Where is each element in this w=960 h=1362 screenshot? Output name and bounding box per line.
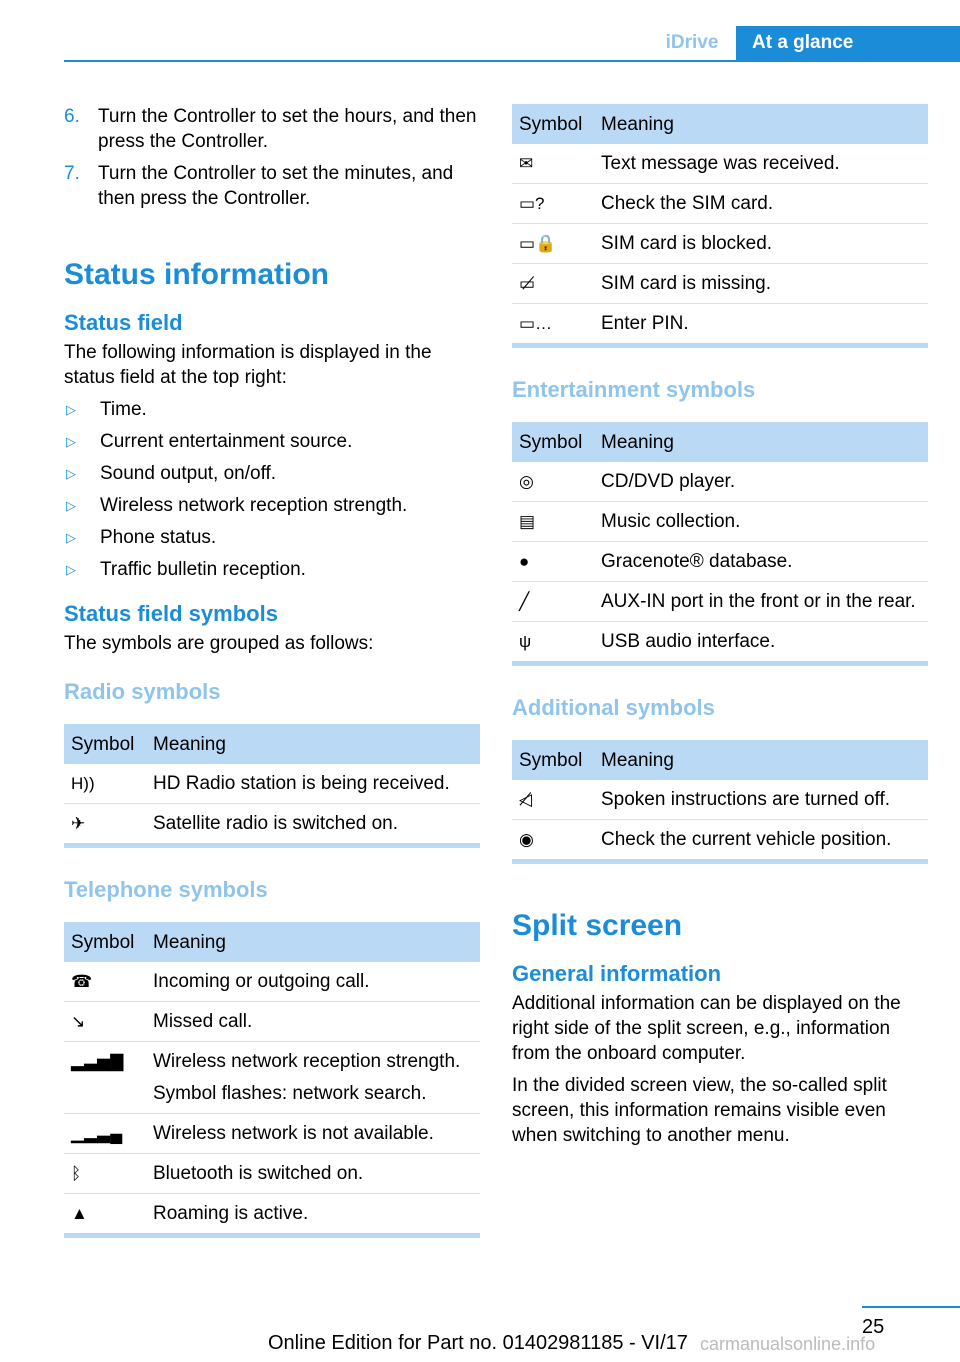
message-table <box>512 104 928 348</box>
radio-symbols-title: Radio symbols <box>64 679 221 704</box>
general-info-title: General information <box>512 961 722 986</box>
step-item <box>64 161 480 211</box>
bullet-text: Sound output, on/off. <box>100 463 277 484</box>
missed-call-icon: ↘ <box>71 1012 86 1031</box>
bullet-item <box>64 397 480 422</box>
meaning-header: Meaning <box>594 740 928 780</box>
watermark: carmanualsonline.info <box>700 1334 876 1354</box>
entertainment-symbols-title: Entertainment symbols <box>512 377 756 402</box>
symbol-meaning: Satellite radio is switched on. <box>153 813 399 834</box>
bullet-item <box>64 461 480 486</box>
symbol-meaning: Music collection. <box>601 511 741 532</box>
table-row <box>64 804 480 846</box>
usb-icon: ψ <box>519 632 532 651</box>
symbol-meaning: Incoming or outgoing call. <box>153 971 370 992</box>
table-row <box>64 1002 480 1042</box>
table-header-row <box>64 922 480 962</box>
table-row <box>512 462 928 502</box>
status-info-title: Status information <box>64 258 330 291</box>
bullet-item <box>64 429 480 454</box>
bullet-text: Wireless network reception strength. <box>100 495 408 516</box>
entertainment-table <box>512 422 928 666</box>
table-row <box>512 502 928 542</box>
status-bullet-list <box>64 397 480 582</box>
symbol-meaning: Missed call. <box>153 1011 253 1032</box>
table-row <box>512 144 928 184</box>
symbol-meaning: AUX-IN port in the front or in the rear. <box>601 591 916 612</box>
symbol-meaning: Enter PIN. <box>601 313 689 334</box>
right-column <box>512 104 928 1148</box>
table-header-row <box>512 422 928 462</box>
table-row <box>512 264 928 304</box>
symbol-meaning: Wireless network is not available. <box>153 1123 434 1144</box>
symbol-meaning: SIM card is missing. <box>601 273 771 294</box>
header-rule <box>64 60 960 62</box>
symbol-meaning: Roaming is active. <box>153 1203 309 1224</box>
symbol-meaning: Check the current vehicle position. <box>601 829 892 850</box>
symbol-meaning: Text message was received. <box>601 153 840 174</box>
satellite-icon: ✈ <box>71 814 86 833</box>
sim-check-icon: ▭? <box>519 194 545 213</box>
bullet-text: Time. <box>100 399 147 420</box>
meaning-header: Meaning <box>594 422 928 462</box>
telephone-symbols-title: Telephone symbols <box>64 877 268 902</box>
symbol-header: Symbol <box>512 422 594 462</box>
triangle-bullet-icon: ▷ <box>66 562 76 577</box>
table-row <box>512 224 928 264</box>
symbol-header: Symbol <box>64 922 146 962</box>
additional-table <box>512 740 928 864</box>
triangle-bullet-icon: ▷ <box>66 530 76 545</box>
hd-radio-icon: H)) <box>71 774 95 793</box>
triangle-bullet-icon: ▷ <box>66 402 76 417</box>
status-field-title: Status field <box>64 310 183 335</box>
edition-footer: Online Edition for Part no. 01402981185 - VI/17 <box>268 1332 688 1354</box>
music-collection-icon: ▤ <box>519 512 536 531</box>
aux-in-icon: ╱ <box>519 592 530 611</box>
symbol-meaning: Bluetooth is switched on. <box>153 1163 364 1184</box>
bullet-text: Traffic bulletin reception. <box>100 559 306 580</box>
symbol-meaning: Wireless network reception strength. <box>153 1051 461 1072</box>
table-row <box>64 1194 480 1236</box>
status-symbols-intro: The symbols are grouped as follows: <box>64 633 374 654</box>
symbol-meaning: USB audio interface. <box>601 631 776 652</box>
left-column <box>64 104 480 1238</box>
step-text: Turn the Controller to set the minutes, and then press the Controller. <box>98 163 454 209</box>
split-paragraph-1: Additional information can be displayed on the right side of the split screen, e.g., information from the onboard computer. <box>512 993 901 1064</box>
split-screen-title: Split screen <box>512 909 683 942</box>
meaning-header: Meaning <box>594 104 928 144</box>
tab-at-a-glance[interactable]: At a glance <box>736 26 960 62</box>
pin-icon: ▭… <box>519 314 553 333</box>
table-header-row <box>512 740 928 780</box>
bullet-text: Phone status. <box>100 527 217 548</box>
symbol-meaning: HD Radio station is being received. <box>153 773 450 794</box>
additional-symbols-title: Additional symbols <box>512 695 715 720</box>
split-paragraph-2: In the divided screen view, the so-called split screen, this information remains visible even when switching to another menu. <box>512 1075 887 1146</box>
symbol-header: Symbol <box>512 740 594 780</box>
table-header-row <box>64 724 480 764</box>
disc-icon: ◎ <box>519 472 534 491</box>
telephone-table <box>64 922 480 1238</box>
table-row <box>64 1042 480 1114</box>
signal-strength-icon: ▂▃▅▇ <box>71 1052 124 1071</box>
symbol-meaning: Gracenote® database. <box>601 551 793 572</box>
radio-table <box>64 724 480 848</box>
bluetooth-icon: ᛒ <box>71 1164 82 1183</box>
speech-off-icon: ◁̸ <box>519 790 533 809</box>
step-number: 6. <box>64 106 80 127</box>
table-row <box>512 780 928 820</box>
symbol-meaning: CD/DVD player. <box>601 471 736 492</box>
table-row <box>512 304 928 346</box>
bullet-text: Current entertainment source. <box>100 431 353 452</box>
phone-call-icon: ☎ <box>71 972 93 991</box>
no-network-icon: ▁▂▃▄ <box>71 1124 123 1143</box>
gracenote-icon: ● <box>519 552 530 571</box>
roaming-icon: ▲ <box>71 1204 88 1223</box>
vehicle-position-icon: ◉ <box>519 830 534 849</box>
bullet-item <box>64 557 480 582</box>
step-number: 7. <box>64 163 80 184</box>
symbol-meaning: Check the SIM card. <box>601 193 774 214</box>
table-row <box>512 542 928 582</box>
status-symbols-title: Status field symbols <box>64 601 278 626</box>
page-number-rule <box>862 1306 960 1308</box>
symbol-header: Symbol <box>512 104 594 144</box>
symbol-meaning: Spoken instructions are turned off. <box>601 789 891 810</box>
table-row <box>512 184 928 224</box>
triangle-bullet-icon: ▷ <box>66 466 76 481</box>
table-row <box>512 622 928 664</box>
bullet-item <box>64 525 480 550</box>
page-number: 25 <box>862 1316 885 1338</box>
table-row <box>64 1154 480 1194</box>
table-row <box>64 1114 480 1154</box>
triangle-bullet-icon: ▷ <box>66 434 76 449</box>
sim-missing-icon: ▭̸ <box>519 274 536 293</box>
symbol-meaning: SIM card is blocked. <box>601 233 773 254</box>
status-field-intro: The following information is displayed in the status field at the top right: <box>64 342 432 388</box>
step-item <box>64 104 480 154</box>
meaning-header: Meaning <box>146 922 480 962</box>
step-list <box>64 104 480 211</box>
step-text: Turn the Controller to set the hours, and then press the Controller. <box>98 106 477 152</box>
table-row <box>64 962 480 1002</box>
symbol-header: Symbol <box>64 724 146 764</box>
table-row <box>64 764 480 804</box>
table-row <box>512 820 928 862</box>
triangle-bullet-icon: ▷ <box>66 498 76 513</box>
bullet-item <box>64 493 480 518</box>
sim-blocked-icon: ▭🔒 <box>519 234 557 253</box>
envelope-icon: ✉ <box>519 154 534 173</box>
meaning-header: Meaning <box>146 724 480 764</box>
table-row <box>512 582 928 622</box>
tab-idrive[interactable]: iDrive <box>665 32 719 53</box>
table-header-row <box>512 104 928 144</box>
symbol-note: Symbol flashes: network search. <box>153 1083 427 1104</box>
